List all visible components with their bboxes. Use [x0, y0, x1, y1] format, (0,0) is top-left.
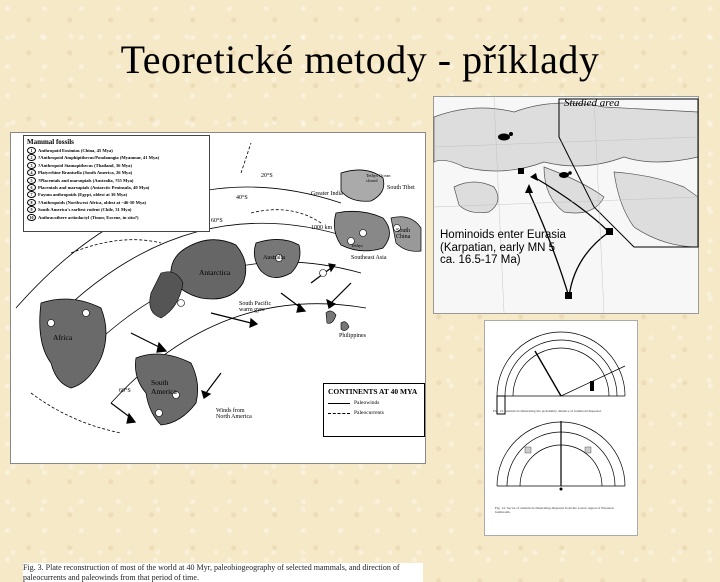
- label-south-america: South America: [151, 378, 177, 396]
- label-40s: 40°S: [236, 195, 248, 201]
- legend-item: 2 ?Anthropoid Amphipithecus/Pondaungia (Myanmar, 41 Mya): [27, 154, 209, 161]
- label-southeast-asia: Southeast Asia: [351, 255, 387, 261]
- legend-item: 1 Anthropoid Eosimias (China, 45 Mya): [27, 147, 209, 154]
- label-60s: 60°S: [211, 218, 223, 224]
- legend-item: 10 Anthracothere artiodactyl (Timor, Eocene, in situ?): [27, 214, 209, 221]
- label-tethys: Tethys: [351, 243, 363, 248]
- label-antarctica: Antarctica: [199, 268, 231, 277]
- paleowinds-row: Paleowinds: [328, 400, 424, 406]
- label-philippines: Philippines: [339, 333, 367, 339]
- label-africa: Africa: [53, 333, 73, 342]
- label-20s: 20°S: [261, 173, 273, 179]
- label-60s-b: 60°S: [119, 388, 131, 394]
- legend-item: 7 Fayum anthropoids (Egypt, oldest at 36 Mya): [27, 191, 209, 198]
- legend-item: 8 ?Anthropoids (Northwest Africa, oldest at ~46-50 Mya): [27, 199, 209, 206]
- paleogeography-map: [10, 132, 426, 582]
- legend-item: 4 Platyrrhine Branisella (South America, 26 Mya): [27, 169, 209, 176]
- legend-item: 9 South America's earliest rodent (Chile, 31 Mya): [27, 206, 209, 213]
- eurasia-map-drawing: [434, 97, 698, 313]
- label-greater-india: Greater India: [311, 191, 343, 197]
- label-tethys-closed: Tethys Ocean closed: [366, 173, 391, 183]
- dispersal-diagram: [484, 320, 638, 536]
- label-winds-north-america: Winds from North America: [216, 408, 252, 420]
- legend-list: [27, 147, 209, 221]
- label-1000km: 1000 km: [311, 225, 333, 231]
- map-caption: Fig. 3. Plate reconstruction of most of the world at 40 Myr, paleobiogeography of selected mammals, and direction of paleocurrents and paleowinds from that period of time.: [23, 563, 423, 582]
- diagram-caption-top: Fig. 13. Semicircle illustrating the probability distance of hominoid dispersal.: [493, 409, 602, 413]
- paleowinds-line-icon: [328, 403, 350, 404]
- continents-legend-title: CONTINENTS AT 40 MYA: [328, 387, 418, 396]
- diagram-caption-bottom: Fig. 14. Sector of semicircle illustrating dispersal from the source region of Eurasian hominoids.: [495, 506, 614, 514]
- paleocurrents-row: Paleocurrents: [328, 410, 424, 416]
- studied-area-label: Studied area: [564, 97, 620, 109]
- slide-title: Teoretické metody - příklady: [120, 37, 600, 82]
- mammal-fossils-legend: [23, 135, 210, 232]
- label-australia: Australia: [263, 255, 285, 261]
- dispersal-diagram-drawing: [485, 321, 637, 535]
- label-south-tibet: South Tibet: [387, 185, 415, 191]
- label-south-pacific-gyre: South Pacific warm gyre: [239, 301, 272, 313]
- continents-legend: [323, 383, 425, 437]
- hominoids-heading: Hominoids enter Eurasia (Karpatian, early MN 5 ca. 16.5-17 Ma): [440, 229, 566, 266]
- eurasia-map: [433, 96, 699, 314]
- legend-item: 5 ?Placentals and marsupials (Australia, ?55 Mya): [27, 177, 209, 184]
- legend-item: 6 Placentals and marsupials (Antarctic Peninsula, 40 Mya): [27, 184, 209, 191]
- paleocurrents-line-icon: [328, 413, 350, 414]
- label-south-china: South China: [396, 228, 411, 240]
- legend-item: 3 ?Anthropoid Siamopithecus (Thailand, 36 Mya): [27, 162, 209, 169]
- legend-title: Mammal fossils: [27, 138, 74, 146]
